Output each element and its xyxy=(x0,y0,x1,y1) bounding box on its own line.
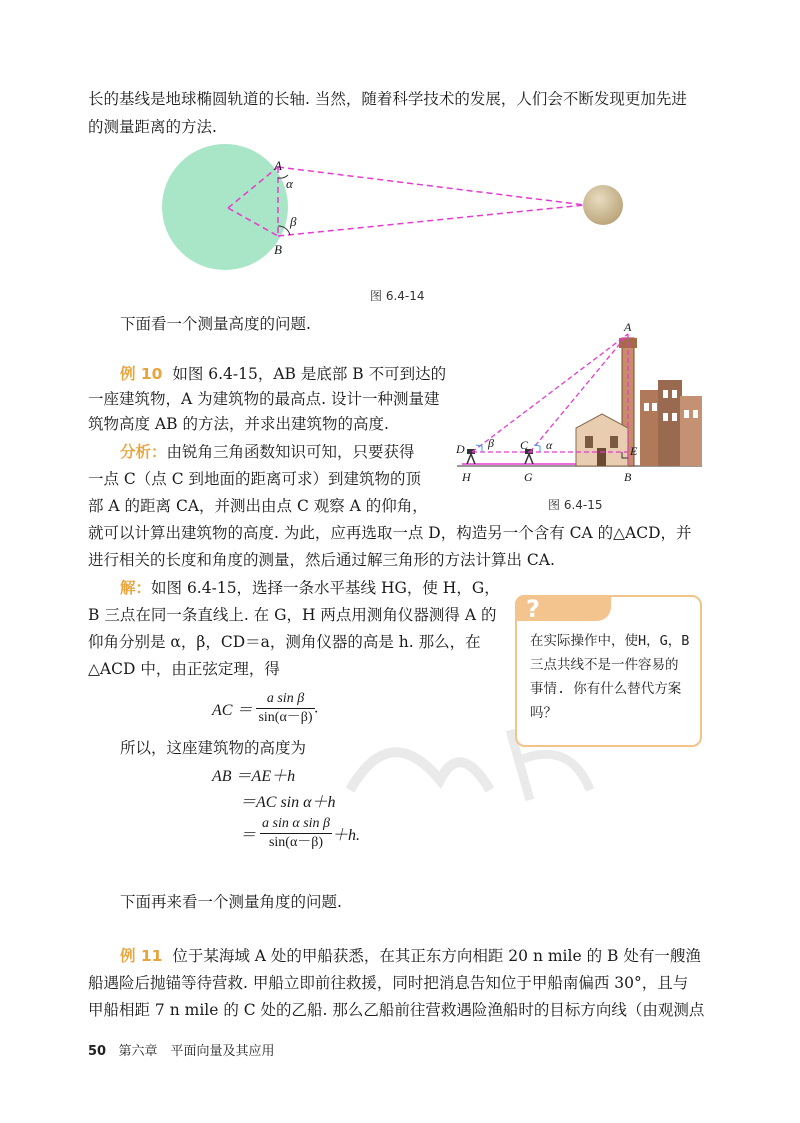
fig15-label-g: G xyxy=(524,470,533,484)
fig15-caption: 图 6.4-15 xyxy=(548,498,603,512)
fig15-label-a: A xyxy=(624,320,632,334)
solution-line-2: B 三点在同一条直线上. 在 G，H 两点用测角仪器测得 A 的 xyxy=(88,606,497,624)
example10-line-3: 筑物高度 AB 的方法，并求出建筑物的高度. xyxy=(88,415,389,433)
question-text: 在实际操作中，使H，G，B 三点共线不是一件容易的事情. 你有什么替代方案吗？ xyxy=(530,633,690,721)
bg-building-2 xyxy=(658,380,682,466)
question-mark-icon: ? xyxy=(526,595,540,623)
intro-line-2: 的测量距离的方法. xyxy=(88,118,217,136)
page-footer xyxy=(88,1040,275,1059)
moon-circle xyxy=(583,185,623,225)
height-text: 所以，这座建筑物的高度为 xyxy=(120,739,307,757)
formula-ab-1: AB ＝AE＋h xyxy=(212,768,296,785)
example10-tag: 例 10 xyxy=(120,365,163,383)
solution-line-1 xyxy=(120,575,500,601)
formula-ac-denominator: sin(α－β) xyxy=(258,710,313,725)
analysis-line-4: 就可以计算出建筑物的高度. 为此，应再选取一点 D，构造另一个含有 CA 的△ACD，并 xyxy=(88,524,692,542)
formula-ab3-end: ＋h. xyxy=(332,827,361,844)
formula-ac-lhs: AC ＝ xyxy=(212,702,253,719)
formula-ac-end: . xyxy=(314,699,319,717)
analysis-line-5: 进行相关的长度和角度的测量，然后通过解三角形的方法计算出 CA. xyxy=(88,551,555,569)
earth-moon-diagram xyxy=(160,140,640,280)
fig15-label-d: D xyxy=(456,442,465,456)
fig14-label-beta: β xyxy=(290,214,297,229)
height-intro: 下面看一个测量高度的问题. xyxy=(120,315,311,333)
analysis-text-1: 由锐角三角函数知识可知，只要获得 xyxy=(166,443,415,461)
example11-line-3: 甲船相距 7 n mile 的 C 处的乙船. 那么乙船前往营救遇险渔船时的目标方向线（由观测点 xyxy=(88,1001,705,1019)
analysis-line-2: 一点 C（点 C 到地面的距离可求）到建筑物的顶 xyxy=(88,470,422,488)
solution-tag: 解： xyxy=(120,579,152,597)
fig14-caption: 图 6.4-14 xyxy=(370,289,425,303)
formula-ab3-fraction xyxy=(260,815,332,852)
intro-line-1: 长的基线是地球椭圆轨道的长轴. 当然，随着科学技术的发展，人们会不断发现更加先进 xyxy=(88,90,687,108)
analysis-line-3: 部 A 的距离 CA，并测出由点 C 观察 A 的仰角， xyxy=(88,497,428,515)
formula-ac xyxy=(212,690,319,730)
example11-line-2: 船遇险后抛锚等待营救. 甲船立即前往救援，同时把消息告知位于甲船南偏西 30°，且与 xyxy=(88,974,689,992)
formula-ac-numerator: a sin β xyxy=(256,690,314,709)
alpha-marker xyxy=(534,445,540,452)
fig14-label-alpha: α xyxy=(286,176,293,191)
formula-ac-fraction xyxy=(256,690,314,727)
chapter-title: 第六章 平面向量及其应用 xyxy=(118,1044,275,1059)
formula-ab-2: ＝AC sin α＋h xyxy=(240,794,336,811)
bg-building-3 xyxy=(680,396,702,466)
formula-ab-3 xyxy=(240,815,360,855)
figure-6-4-15 xyxy=(452,318,707,488)
analysis-line-1 xyxy=(120,439,415,465)
angle-intro: 下面再来看一个测量角度的问题. xyxy=(120,893,342,911)
earth-circle xyxy=(162,144,288,270)
example10-line-2: 一座建筑物，A 为建筑物的最高点. 设计一种测量建 xyxy=(88,390,440,408)
formula-ab3-eq: ＝ xyxy=(240,827,257,844)
formula-ab3-denominator: sin(α－β) xyxy=(268,835,324,850)
fig15-label-e: E xyxy=(630,444,638,458)
fig14-label-a: A xyxy=(274,158,282,173)
example11-line-1 xyxy=(120,943,701,969)
example11-text-1: 位于某海域 A 处的甲船获悉，在其正东方向相距 20 n mile 的 B 处有一艘渔 xyxy=(172,947,701,965)
fig14-label-b: B xyxy=(274,242,282,257)
fig15-label-h: H xyxy=(462,470,471,484)
fig15-label-c: C xyxy=(520,438,529,452)
solution-text-1: 如图 6.4-15，选择一条水平基线 HG，使 H，G， xyxy=(151,579,500,597)
building-diagram xyxy=(452,318,707,488)
example10-text-1: 如图 6.4-15，AB 是底部 B 不可到达的 xyxy=(172,365,447,383)
solution-line-4: △ACD 中，由正弦定理，得 xyxy=(88,660,280,678)
page-number: 50 xyxy=(88,1044,107,1059)
solution-line-3: 仰角分别是 α，β，CD＝a，测角仪器的高是 h. 那么，在 xyxy=(88,633,481,651)
formula-ab3-numerator: a sin α sin β xyxy=(260,815,332,834)
analysis-tag: 分析： xyxy=(120,443,167,461)
example10-line-1 xyxy=(120,361,446,387)
bg-building-1 xyxy=(640,390,660,466)
fig15-label-beta: β xyxy=(488,436,494,450)
fig15-label-b: B xyxy=(624,470,632,484)
example11-tag: 例 11 xyxy=(120,947,163,965)
figure-6-4-14 xyxy=(160,140,640,280)
fig15-label-alpha: α xyxy=(546,438,553,452)
